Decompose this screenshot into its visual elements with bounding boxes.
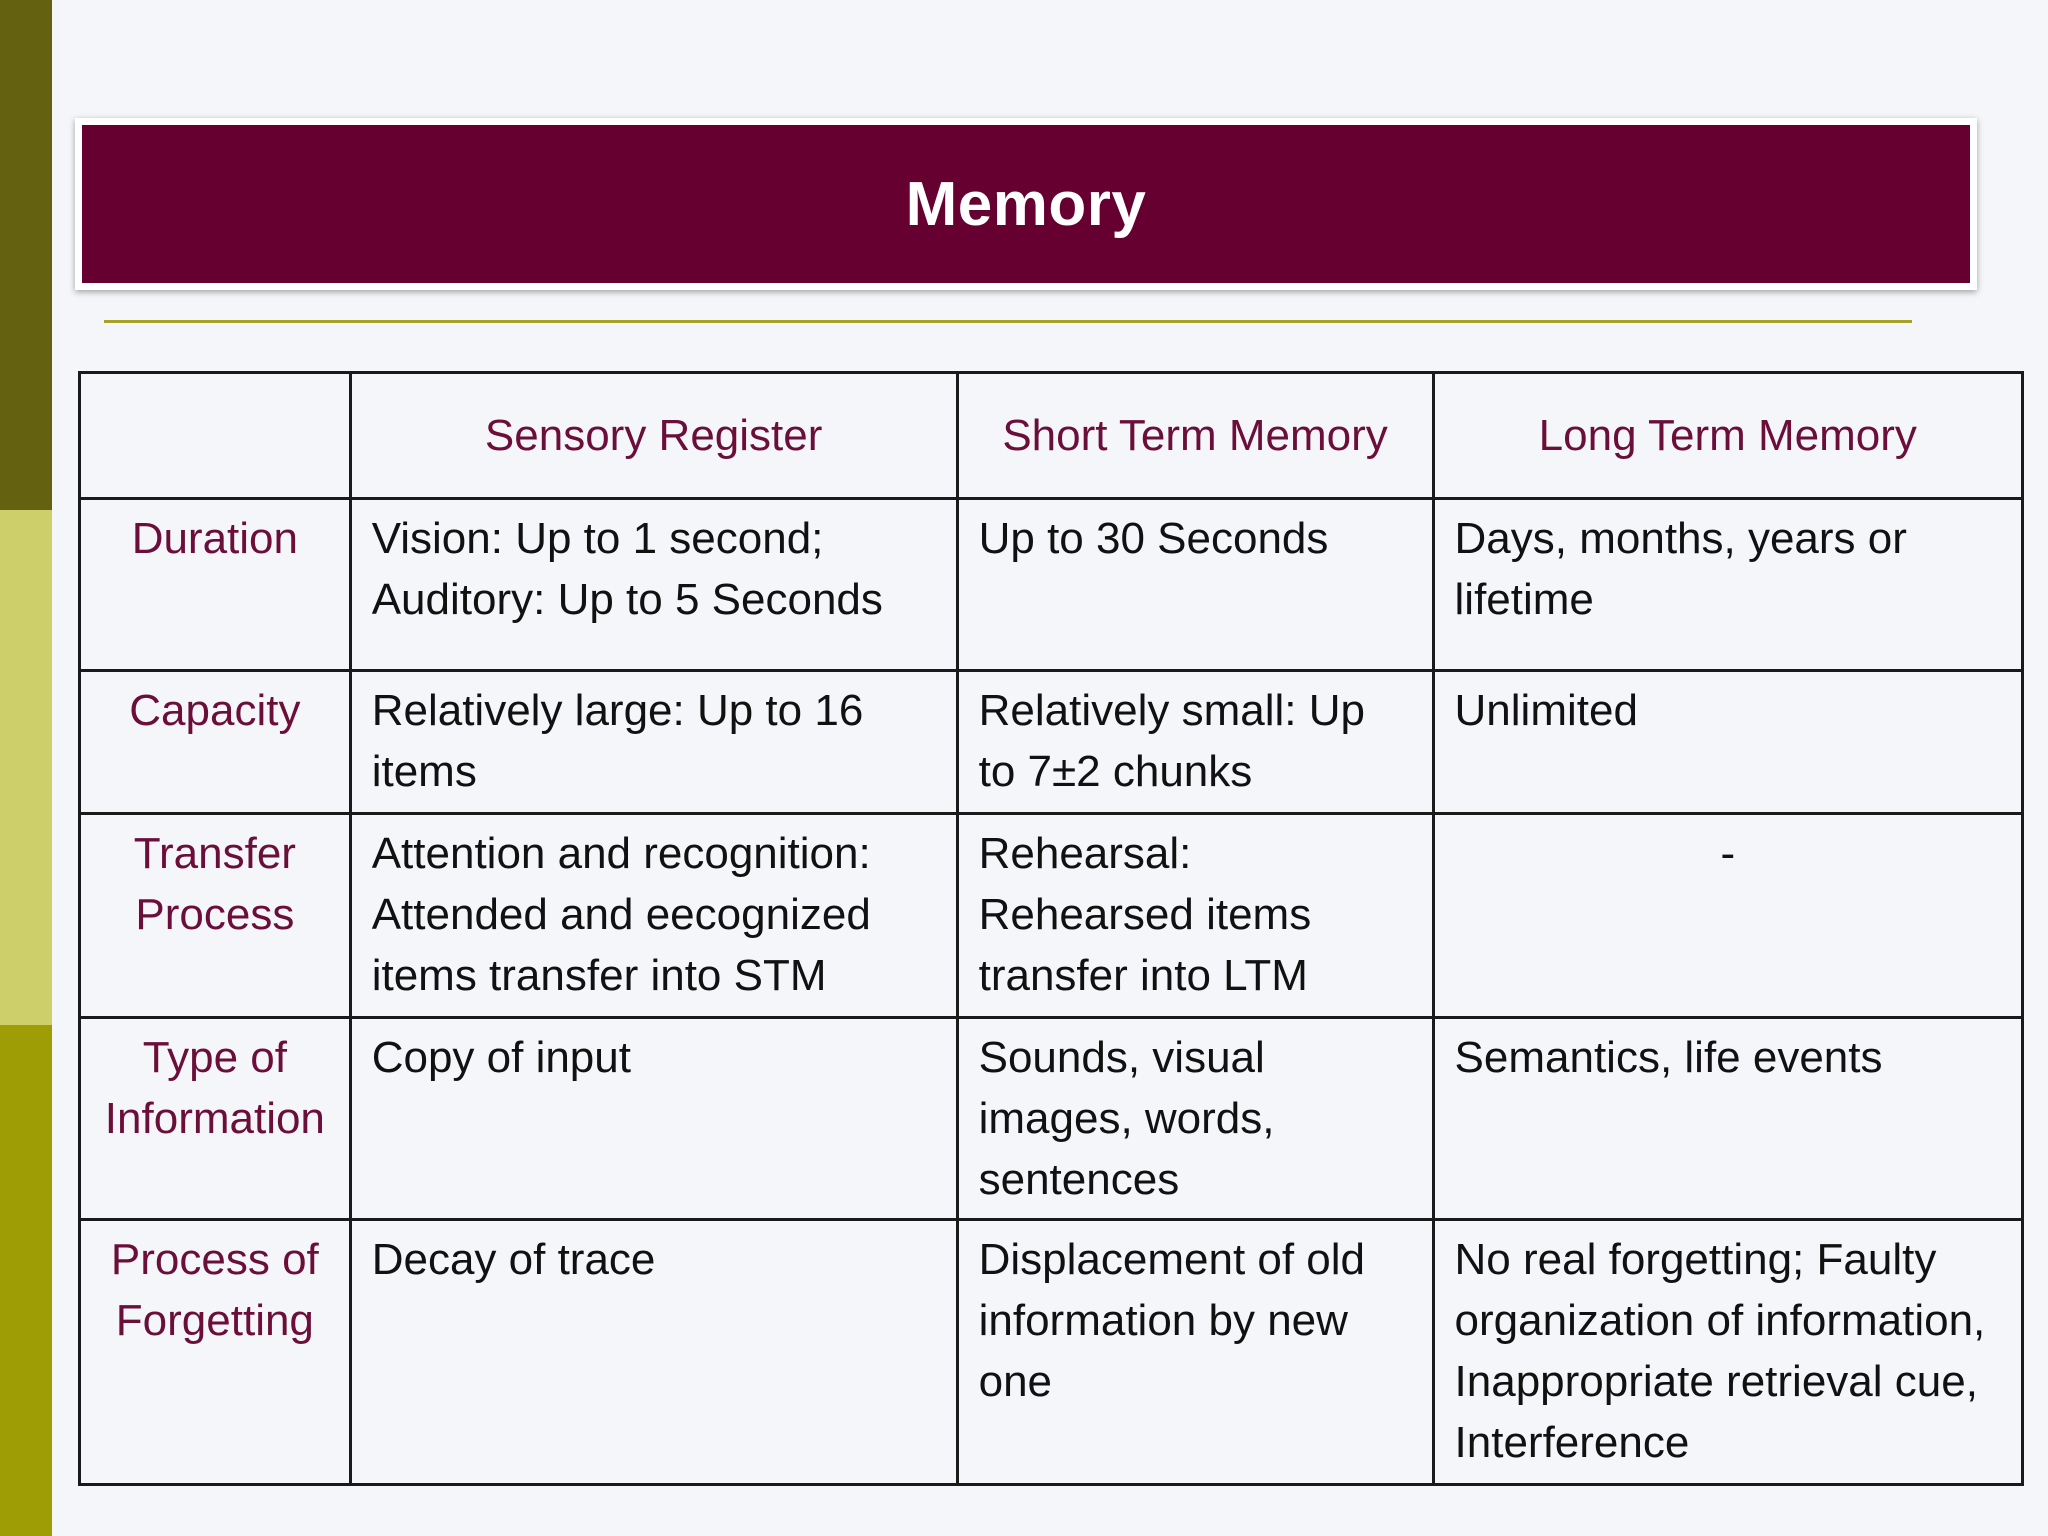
title-banner: [75, 118, 1977, 290]
title-divider-line: [104, 320, 1912, 323]
cell-duration-sensory: Vision: Up to 1 second; Auditory: Up to 5 Seconds: [350, 499, 957, 671]
table-header-row: [80, 373, 2023, 499]
title-banner-fill: [82, 125, 1970, 283]
table-row-transfer-process: [80, 814, 2023, 1018]
row-label-transfer-process: Transfer Process: [80, 814, 351, 1018]
cell-transfer-long-term: -: [1433, 814, 2022, 1018]
cell-capacity-short-term: Relatively small: Up to 7±2 chunks: [957, 671, 1433, 814]
row-label-type-of-information: Type of Information: [80, 1018, 351, 1220]
cell-capacity-long-term: Unlimited: [1433, 671, 2022, 814]
cell-type-long-term: Semantics, life events: [1433, 1018, 2022, 1220]
cell-forgetting-long-term: No real forgetting; Faulty organization of information, Inappropriate retrieval cue, Interference: [1433, 1220, 2022, 1485]
cell-type-short-term: Sounds, visual images, words, sentences: [957, 1018, 1433, 1220]
cell-duration-short-term: Up to 30 Seconds: [957, 499, 1433, 671]
column-header-long-term-memory: Long Term Memory: [1433, 373, 2022, 499]
row-label-duration: Duration: [80, 499, 351, 671]
table-row-capacity: [80, 671, 2023, 814]
cell-forgetting-short-term: Displacement of old information by new one: [957, 1220, 1433, 1485]
cell-capacity-sensory: Relatively large: Up to 16 items: [350, 671, 957, 814]
row-label-capacity: Capacity: [80, 671, 351, 814]
table-row-process-of-forgetting: [80, 1220, 2023, 1485]
cell-type-sensory: Copy of input: [350, 1018, 957, 1220]
memory-comparison-table: [78, 371, 2024, 1486]
table-corner-cell: [80, 373, 351, 499]
sidebar-accent-bottom: [0, 1025, 52, 1536]
column-header-sensory-register: Sensory Register: [350, 373, 957, 499]
cell-transfer-sensory: Attention and recognition: Attended and eecognized items transfer into STM: [350, 814, 957, 1018]
row-label-process-of-forgetting: Process of Forgetting: [80, 1220, 351, 1485]
cell-duration-long-term: Days, months, years or lifetime: [1433, 499, 2022, 671]
cell-transfer-short-term: Rehearsal: Rehearsed items transfer into LTM: [957, 814, 1433, 1018]
sidebar-accent-top: [0, 0, 52, 510]
table-row-duration: [80, 499, 2023, 671]
slide-title: Memory: [905, 169, 1147, 239]
sidebar-accent-middle: [0, 510, 52, 1025]
table-row-type-of-information: [80, 1018, 2023, 1220]
cell-forgetting-sensory: Decay of trace: [350, 1220, 957, 1485]
column-header-short-term-memory: Short Term Memory: [957, 373, 1433, 499]
